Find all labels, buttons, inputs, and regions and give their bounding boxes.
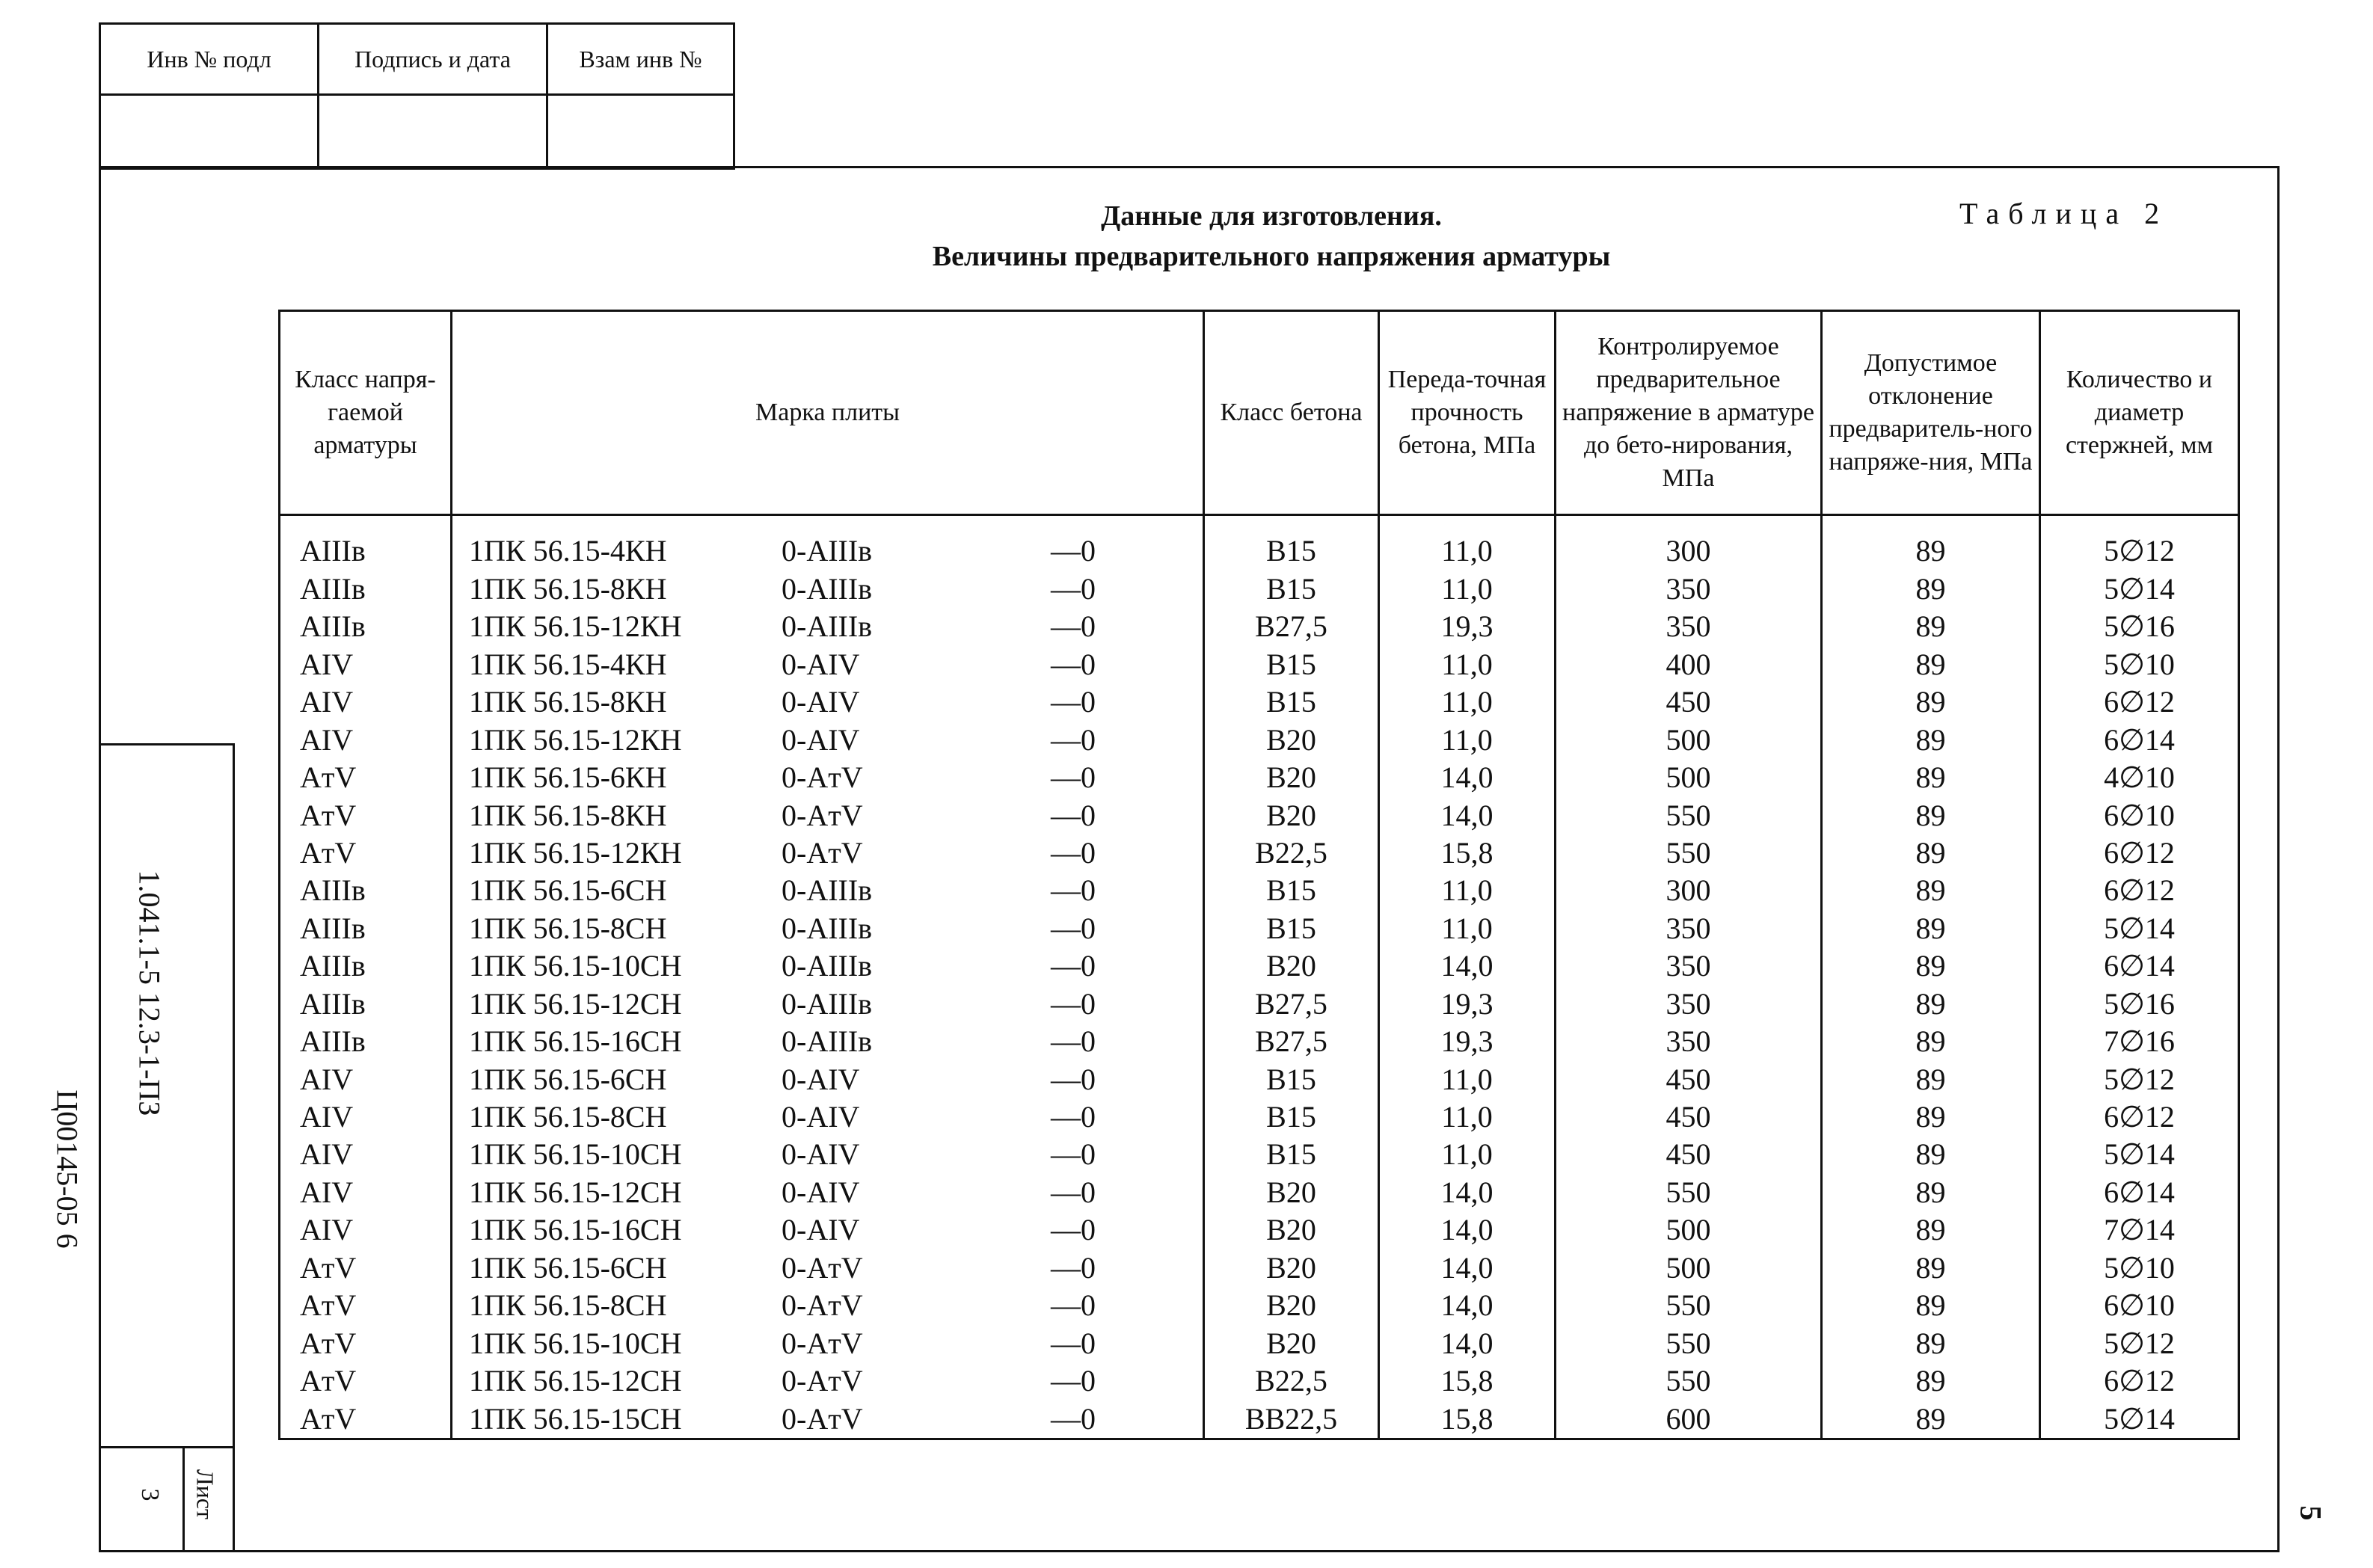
slab-mark-code: 1ПК 56.15-8КН	[469, 685, 667, 719]
table-body	[280, 515, 2239, 1439]
slab-mark-suffix: 0-AIV	[782, 722, 860, 757]
table-row	[280, 608, 2239, 645]
cell-slab-mark	[452, 796, 1204, 834]
cell-bar-count-diameter: 6∅12	[2040, 1098, 2239, 1136]
cell-transfer-strength: 11,0	[1379, 1136, 1556, 1173]
cell-slab-mark	[452, 608, 1204, 645]
cell-concrete-class: B15	[1204, 683, 1379, 721]
cell-bar-count-diameter: 7∅14	[2040, 1211, 2239, 1249]
slab-mark-code: 1ПК 56.15-8СН	[469, 1288, 667, 1323]
slab-mark-suffix: 0-AтV	[782, 798, 863, 832]
cell-reinforcement-class: AтV	[280, 1400, 452, 1439]
cell-bar-count-diameter: 6∅12	[2040, 1362, 2239, 1400]
slab-mark-dash: —0	[1051, 647, 1096, 681]
cell-reinforcement-class: AIV	[280, 1174, 452, 1211]
cell-concrete-class: B20	[1204, 796, 1379, 834]
cell-reinforcement-class: AIV	[280, 1098, 452, 1136]
cell-transfer-strength: 11,0	[1379, 1060, 1556, 1098]
cell-allowed-deviation: 89	[1822, 1287, 2040, 1324]
cell-reinforcement-class: AIIIв	[280, 947, 452, 985]
slab-mark-suffix: 0-AIV	[782, 1062, 860, 1096]
slab-mark-dash: —0	[1051, 949, 1096, 983]
table-row	[280, 1023, 2239, 1060]
cell-reinforcement-class: AIIIв	[280, 608, 452, 645]
header-controlled-stress: Контролируемое предварительное напряжение в арматуре до бето-нирования, МПа	[1556, 311, 1822, 515]
cell-slab-mark	[452, 1136, 1204, 1173]
cell-concrete-class: B15	[1204, 515, 1379, 571]
cell-allowed-deviation: 89	[1822, 759, 2040, 796]
cell-slab-mark	[452, 1400, 1204, 1439]
cell-concrete-class: B15	[1204, 571, 1379, 608]
slab-mark-dash: —0	[1051, 722, 1096, 757]
cell-slab-mark	[452, 1249, 1204, 1287]
cell-reinforcement-class: AIIIв	[280, 1023, 452, 1060]
slab-mark-dash: —0	[1051, 1401, 1096, 1436]
slab-mark-suffix: 0-AIV	[782, 1137, 860, 1172]
cell-bar-count-diameter: 5∅12	[2040, 515, 2239, 571]
cell-bar-count-diameter: 7∅16	[2040, 1023, 2239, 1060]
cell-controlled-stress: 300	[1556, 872, 1822, 909]
cell-bar-count-diameter: 5∅16	[2040, 608, 2239, 645]
sheet-number: 3	[136, 1488, 164, 1501]
slab-mark-dash: —0	[1051, 760, 1096, 795]
archive-number: Ц00145-05 6	[50, 1089, 85, 1249]
cell-transfer-strength: 15,8	[1379, 834, 1556, 872]
cell-transfer-strength: 11,0	[1379, 910, 1556, 947]
cell-reinforcement-class: AтV	[280, 759, 452, 796]
cell-reinforcement-class: AIIIв	[280, 910, 452, 947]
cell-transfer-strength: 19,3	[1379, 985, 1556, 1022]
slab-mark-code: 1ПК 56.15-8КН	[469, 571, 667, 606]
cell-bar-count-diameter: 6∅10	[2040, 1287, 2239, 1324]
cell-allowed-deviation: 89	[1822, 1098, 2040, 1136]
table-row	[280, 683, 2239, 721]
cell-allowed-deviation: 89	[1822, 985, 2040, 1022]
cell-bar-count-diameter: 6∅14	[2040, 1174, 2239, 1211]
slab-mark-code: 1ПК 56.15-4КН	[469, 647, 667, 681]
cell-transfer-strength: 19,3	[1379, 1023, 1556, 1060]
cell-reinforcement-class: AIV	[280, 1211, 452, 1249]
table-row	[280, 947, 2239, 985]
stamp-replace-label: Взам инв №	[547, 24, 734, 95]
cell-allowed-deviation: 89	[1822, 910, 2040, 947]
table-row	[280, 759, 2239, 796]
cell-slab-mark	[452, 1098, 1204, 1136]
cell-concrete-class: B27,5	[1204, 608, 1379, 645]
slab-mark-suffix: 0-AIV	[782, 1175, 860, 1209]
slab-mark-suffix: 0-AIIIв	[782, 1024, 873, 1059]
cell-slab-mark	[452, 1287, 1204, 1324]
table-row	[280, 1362, 2239, 1400]
slab-mark-dash: —0	[1051, 1364, 1096, 1398]
table-row	[280, 1136, 2239, 1173]
slab-mark-suffix: 0-AтV	[782, 835, 863, 870]
cell-allowed-deviation: 89	[1822, 1249, 2040, 1287]
slab-mark-suffix: 0-AтV	[782, 1326, 863, 1360]
slab-mark-code: 1ПК 56.15-8КН	[469, 798, 667, 832]
table-row	[280, 721, 2239, 758]
cell-controlled-stress: 350	[1556, 910, 1822, 947]
cell-concrete-class: B15	[1204, 872, 1379, 909]
table-row	[280, 646, 2239, 683]
cell-controlled-stress: 550	[1556, 834, 1822, 872]
cell-controlled-stress: 600	[1556, 1400, 1822, 1439]
document-title	[748, 196, 1795, 277]
cell-transfer-strength: 11,0	[1379, 683, 1556, 721]
cell-allowed-deviation: 89	[1822, 1136, 2040, 1173]
cell-transfer-strength: 14,0	[1379, 1249, 1556, 1287]
cell-transfer-strength: 11,0	[1379, 1098, 1556, 1136]
cell-controlled-stress: 450	[1556, 1098, 1822, 1136]
cell-reinforcement-class: AIV	[280, 721, 452, 758]
cell-concrete-class: B15	[1204, 646, 1379, 683]
cell-controlled-stress: 550	[1556, 1362, 1822, 1400]
side-strip-vline	[182, 1446, 185, 1552]
cell-allowed-deviation: 89	[1822, 515, 2040, 571]
cell-concrete-class: B15	[1204, 1060, 1379, 1098]
stamp-signature-label: Подпись и дата	[319, 24, 547, 95]
table-row	[280, 1060, 2239, 1098]
cell-slab-mark	[452, 834, 1204, 872]
cell-bar-count-diameter: 5∅10	[2040, 1249, 2239, 1287]
cell-bar-count-diameter: 6∅12	[2040, 872, 2239, 909]
cell-allowed-deviation: 89	[1822, 683, 2040, 721]
cell-bar-count-diameter: 6∅14	[2040, 721, 2239, 758]
table-row	[280, 834, 2239, 872]
table-row	[280, 1098, 2239, 1136]
cell-bar-count-diameter: 6∅12	[2040, 683, 2239, 721]
header-allowed-deviation: Допустимое отклонение предваритель-ного напряже-ния, МПа	[1822, 311, 2040, 515]
slab-mark-code: 1ПК 56.15-12СН	[469, 1364, 682, 1398]
cell-controlled-stress: 550	[1556, 796, 1822, 834]
stamp-inv-label: Инв № подл	[100, 24, 319, 95]
cell-bar-count-diameter: 5∅14	[2040, 1136, 2239, 1173]
slab-mark-code: 1ПК 56.15-8СН	[469, 1100, 667, 1134]
cell-bar-count-diameter: 5∅14	[2040, 1400, 2239, 1439]
cell-concrete-class: B20	[1204, 1249, 1379, 1287]
cell-allowed-deviation: 89	[1822, 1023, 2040, 1060]
cell-transfer-strength: 14,0	[1379, 1174, 1556, 1211]
cell-concrete-class: B20	[1204, 1324, 1379, 1362]
cell-reinforcement-class: AIIIв	[280, 571, 452, 608]
table-number: Таблица 2	[1959, 197, 2169, 230]
slab-mark-dash: —0	[1051, 1024, 1096, 1059]
cell-allowed-deviation: 89	[1822, 608, 2040, 645]
table-row	[280, 1400, 2239, 1439]
slab-mark-dash: —0	[1051, 1213, 1096, 1247]
cell-concrete-class: B20	[1204, 759, 1379, 796]
table-row	[280, 571, 2239, 608]
cell-controlled-stress: 350	[1556, 1023, 1822, 1060]
slab-mark-suffix: 0-AIV	[782, 647, 860, 681]
cell-controlled-stress: 550	[1556, 1287, 1822, 1324]
slab-mark-dash: —0	[1051, 1137, 1096, 1172]
header-bar-count-diameter: Количество и диаметр стержней, мм	[2040, 311, 2239, 515]
cell-bar-count-diameter: 6∅14	[2040, 947, 2239, 985]
cell-controlled-stress: 300	[1556, 515, 1822, 571]
cell-controlled-stress: 500	[1556, 1249, 1822, 1287]
slab-mark-suffix: 0-AтV	[782, 1250, 863, 1285]
slab-mark-suffix: 0-AIV	[782, 1100, 860, 1134]
cell-concrete-class: B20	[1204, 1174, 1379, 1211]
cell-transfer-strength: 11,0	[1379, 515, 1556, 571]
slab-mark-code: 1ПК 56.15-10СН	[469, 949, 682, 983]
cell-concrete-class: B20	[1204, 947, 1379, 985]
cell-transfer-strength: 14,0	[1379, 947, 1556, 985]
cell-allowed-deviation: 89	[1822, 1400, 2040, 1439]
cell-controlled-stress: 500	[1556, 1211, 1822, 1249]
cell-slab-mark	[452, 1211, 1204, 1249]
header-concrete-class: Класс бетона	[1204, 311, 1379, 515]
cell-slab-mark	[452, 1174, 1204, 1211]
cell-concrete-class: B15	[1204, 1098, 1379, 1136]
slab-mark-dash: —0	[1051, 1062, 1096, 1096]
table-row	[280, 1249, 2239, 1287]
slab-mark-code: 1ПК 56.15-16СН	[469, 1213, 682, 1247]
slab-mark-dash: —0	[1051, 873, 1096, 908]
cell-allowed-deviation: 89	[1822, 796, 2040, 834]
cell-concrete-class: B22,5	[1204, 1362, 1379, 1400]
page-number: 5	[2294, 1505, 2328, 1521]
slab-mark-code: 1ПК 56.15-10СН	[469, 1137, 682, 1172]
cell-allowed-deviation: 89	[1822, 571, 2040, 608]
cell-reinforcement-class: AIIIв	[280, 985, 452, 1022]
slab-mark-dash: —0	[1051, 835, 1096, 870]
slab-mark-dash: —0	[1051, 534, 1096, 568]
cell-concrete-class: B20	[1204, 1211, 1379, 1249]
table-row	[280, 1324, 2239, 1362]
stamp-signature-cell	[319, 95, 547, 169]
slab-mark-suffix: 0-AтV	[782, 1364, 863, 1398]
cell-slab-mark	[452, 1362, 1204, 1400]
slab-mark-code: 1ПК 56.15-12СН	[469, 986, 682, 1021]
table-row	[280, 910, 2239, 947]
slab-mark-dash: —0	[1051, 571, 1096, 606]
slab-mark-code: 1ПК 56.15-16СН	[469, 1024, 682, 1059]
cell-allowed-deviation: 89	[1822, 1174, 2040, 1211]
slab-mark-code: 1ПК 56.15-12КН	[469, 609, 682, 644]
cell-bar-count-diameter: 5∅16	[2040, 985, 2239, 1022]
cell-slab-mark	[452, 721, 1204, 758]
cell-bar-count-diameter: 5∅14	[2040, 910, 2239, 947]
side-strip-divider	[99, 1446, 235, 1448]
table-row	[280, 1287, 2239, 1324]
cell-controlled-stress: 450	[1556, 1060, 1822, 1098]
side-strip	[99, 743, 235, 1552]
slab-mark-code: 1ПК 56.15-10СН	[469, 1326, 682, 1360]
cell-allowed-deviation: 89	[1822, 646, 2040, 683]
cell-allowed-deviation: 89	[1822, 1060, 2040, 1098]
slab-mark-suffix: 0-AIV	[782, 1213, 860, 1247]
cell-transfer-strength: 11,0	[1379, 571, 1556, 608]
cell-controlled-stress: 350	[1556, 985, 1822, 1022]
cell-bar-count-diameter: 4∅10	[2040, 759, 2239, 796]
slab-mark-code: 1ПК 56.15-6СН	[469, 1062, 667, 1096]
header-reinforcement-class: Класс напря-гаемой арматуры	[280, 311, 452, 515]
slab-mark-dash: —0	[1051, 1250, 1096, 1285]
table-row	[280, 1174, 2239, 1211]
cell-controlled-stress: 450	[1556, 683, 1822, 721]
cell-controlled-stress: 550	[1556, 1174, 1822, 1211]
cell-slab-mark	[452, 985, 1204, 1022]
cell-allowed-deviation: 89	[1822, 872, 2040, 909]
cell-concrete-class: B20	[1204, 1287, 1379, 1324]
cell-concrete-class: BB22,5	[1204, 1400, 1379, 1439]
slab-mark-suffix: 0-AтV	[782, 760, 863, 795]
table-row	[280, 796, 2239, 834]
table-row	[280, 515, 2239, 571]
slab-mark-suffix: 0-AтV	[782, 1401, 863, 1436]
document-code: 1.041.1-5 12.3-1-ПЗ	[132, 870, 167, 1116]
cell-slab-mark	[452, 947, 1204, 985]
slab-mark-dash: —0	[1051, 1288, 1096, 1323]
cell-transfer-strength: 14,0	[1379, 796, 1556, 834]
slab-mark-code: 1ПК 56.15-8СН	[469, 911, 667, 945]
cell-transfer-strength: 11,0	[1379, 721, 1556, 758]
cell-reinforcement-class: AтV	[280, 1287, 452, 1324]
cell-slab-mark	[452, 759, 1204, 796]
cell-slab-mark	[452, 1023, 1204, 1060]
cell-bar-count-diameter: 5∅12	[2040, 1324, 2239, 1362]
cell-allowed-deviation: 89	[1822, 834, 2040, 872]
cell-slab-mark	[452, 872, 1204, 909]
slab-mark-suffix: 0-AIV	[782, 685, 860, 719]
slab-mark-code: 1ПК 56.15-6СН	[469, 1250, 667, 1285]
cell-reinforcement-class: AтV	[280, 1362, 452, 1400]
cell-transfer-strength: 15,8	[1379, 1362, 1556, 1400]
cell-transfer-strength: 11,0	[1379, 872, 1556, 909]
slab-mark-code: 1ПК 56.15-4КН	[469, 534, 667, 568]
cell-controlled-stress: 500	[1556, 759, 1822, 796]
cell-concrete-class: B15	[1204, 1136, 1379, 1173]
slab-mark-suffix: 0-AIIIв	[782, 873, 873, 908]
cell-reinforcement-class: AтV	[280, 796, 452, 834]
slab-mark-suffix: 0-AIIIв	[782, 986, 873, 1021]
approval-stamp	[99, 22, 735, 170]
slab-mark-code: 1ПК 56.15-12КН	[469, 835, 682, 870]
cell-reinforcement-class: AтV	[280, 1324, 452, 1362]
prestress-table	[278, 310, 2240, 1440]
slab-mark-code: 1ПК 56.15-6КН	[469, 760, 667, 795]
cell-controlled-stress: 350	[1556, 608, 1822, 645]
cell-allowed-deviation: 89	[1822, 721, 2040, 758]
cell-controlled-stress: 350	[1556, 947, 1822, 985]
slab-mark-dash: —0	[1051, 986, 1096, 1021]
cell-transfer-strength: 15,8	[1379, 1400, 1556, 1439]
cell-slab-mark	[452, 646, 1204, 683]
title-line-2: Величины предварительного напряжения арматуры	[932, 241, 1611, 272]
cell-bar-count-diameter: 5∅12	[2040, 1060, 2239, 1098]
cell-reinforcement-class: AIIIв	[280, 515, 452, 571]
cell-transfer-strength: 19,3	[1379, 608, 1556, 645]
slab-mark-suffix: 0-AIIIв	[782, 911, 873, 945]
stamp-inv-cell	[100, 95, 319, 169]
cell-reinforcement-class: AIV	[280, 646, 452, 683]
header-slab-mark: Марка плиты	[452, 311, 1204, 515]
table-row	[280, 1211, 2239, 1249]
slab-mark-suffix: 0-AтV	[782, 1288, 863, 1323]
cell-transfer-strength: 14,0	[1379, 1287, 1556, 1324]
cell-allowed-deviation: 89	[1822, 947, 2040, 985]
cell-transfer-strength: 14,0	[1379, 1324, 1556, 1362]
table-row	[280, 985, 2239, 1022]
slab-mark-dash: —0	[1051, 609, 1096, 644]
cell-transfer-strength: 14,0	[1379, 1211, 1556, 1249]
cell-reinforcement-class: AIV	[280, 1060, 452, 1098]
slab-mark-suffix: 0-AIIIв	[782, 534, 873, 568]
table-row	[280, 872, 2239, 909]
cell-reinforcement-class: AтV	[280, 1249, 452, 1287]
slab-mark-suffix: 0-AIIIв	[782, 571, 873, 606]
slab-mark-dash: —0	[1051, 1175, 1096, 1209]
cell-slab-mark	[452, 683, 1204, 721]
cell-reinforcement-class: AIIIв	[280, 872, 452, 909]
cell-slab-mark	[452, 1060, 1204, 1098]
title-line-1: Данные для изготовления.	[1101, 200, 1442, 232]
cell-bar-count-diameter: 5∅10	[2040, 646, 2239, 683]
cell-concrete-class: B15	[1204, 910, 1379, 947]
slab-mark-code: 1ПК 56.15-6СН	[469, 873, 667, 908]
cell-slab-mark	[452, 571, 1204, 608]
slab-mark-dash: —0	[1051, 1100, 1096, 1134]
cell-allowed-deviation: 89	[1822, 1324, 2040, 1362]
slab-mark-code: 1ПК 56.15-15СН	[469, 1401, 682, 1436]
cell-controlled-stress: 550	[1556, 1324, 1822, 1362]
cell-controlled-stress: 500	[1556, 721, 1822, 758]
cell-concrete-class: B27,5	[1204, 1023, 1379, 1060]
slab-mark-dash: —0	[1051, 911, 1096, 945]
cell-reinforcement-class: AтV	[280, 834, 452, 872]
cell-slab-mark	[452, 1324, 1204, 1362]
header-transfer-strength: Переда-точная прочность бетона, МПа	[1379, 311, 1556, 515]
slab-mark-code: 1ПК 56.15-12КН	[469, 722, 682, 757]
slab-mark-suffix: 0-AIIIв	[782, 609, 873, 644]
cell-transfer-strength: 11,0	[1379, 646, 1556, 683]
cell-concrete-class: B22,5	[1204, 834, 1379, 872]
cell-controlled-stress: 450	[1556, 1136, 1822, 1173]
cell-controlled-stress: 400	[1556, 646, 1822, 683]
cell-concrete-class: B20	[1204, 721, 1379, 758]
cell-bar-count-diameter: 5∅14	[2040, 571, 2239, 608]
stamp-replace-cell	[547, 95, 734, 169]
cell-bar-count-diameter: 6∅12	[2040, 834, 2239, 872]
slab-mark-dash: —0	[1051, 798, 1096, 832]
cell-concrete-class: B27,5	[1204, 985, 1379, 1022]
slab-mark-code: 1ПК 56.15-12СН	[469, 1175, 682, 1209]
slab-mark-dash: —0	[1051, 1326, 1096, 1360]
cell-reinforcement-class: AIV	[280, 1136, 452, 1173]
cell-allowed-deviation: 89	[1822, 1211, 2040, 1249]
cell-slab-mark	[452, 515, 1204, 571]
cell-controlled-stress: 350	[1556, 571, 1822, 608]
cell-bar-count-diameter: 6∅10	[2040, 796, 2239, 834]
sheet-label: Лист	[191, 1469, 219, 1519]
cell-reinforcement-class: AIV	[280, 683, 452, 721]
slab-mark-suffix: 0-AIIIв	[782, 949, 873, 983]
slab-mark-dash: —0	[1051, 685, 1096, 719]
cell-transfer-strength: 14,0	[1379, 759, 1556, 796]
cell-allowed-deviation: 89	[1822, 1362, 2040, 1400]
cell-slab-mark	[452, 910, 1204, 947]
